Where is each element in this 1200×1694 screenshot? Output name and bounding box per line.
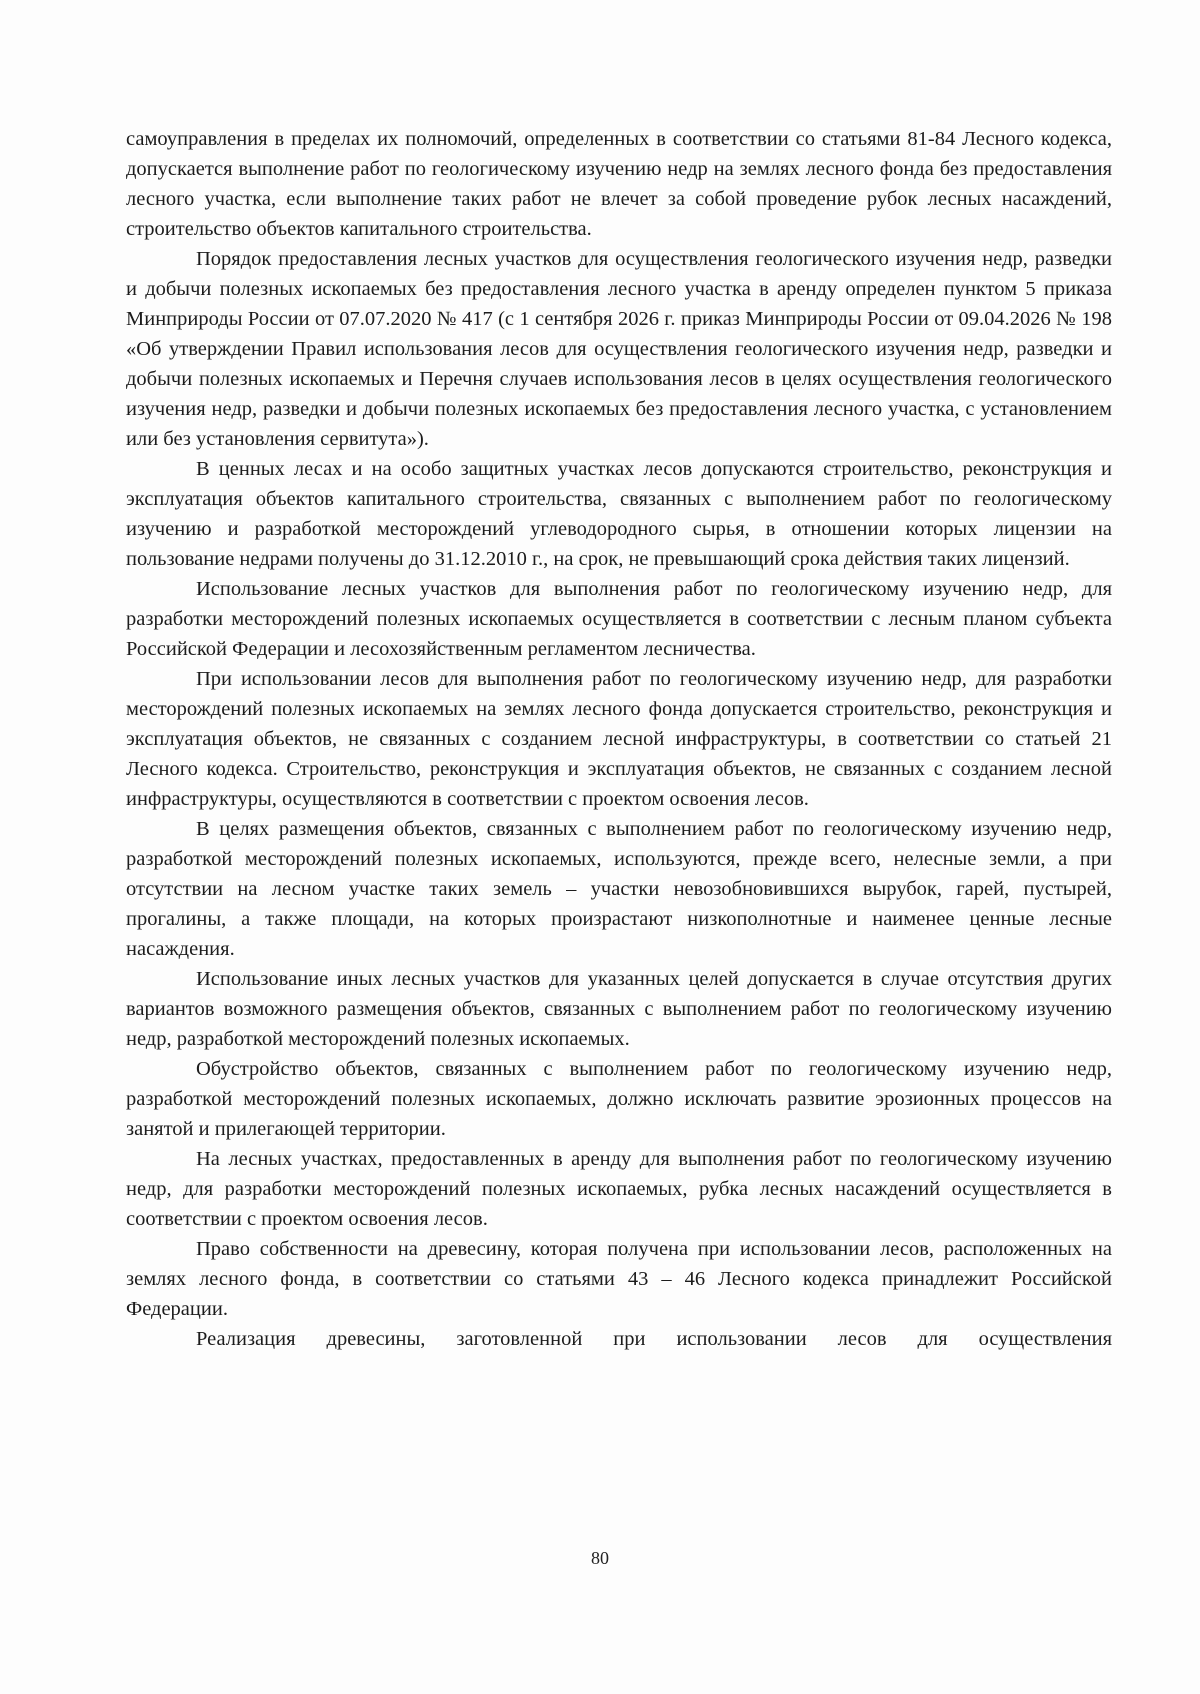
paragraph-last-line: Реализация древесины, заготовленной при использовании лесов для осуществления	[196, 1328, 1112, 1350]
paragraph: Право собственности на древесину, которая получена при использовании лесов, расположенных на землях лесного фонда, в соответствии со статьями 43 – 46 Лесного кодекса принадлежит Российской Федерации.	[126, 1238, 1112, 1320]
paragraph: Обустройство объектов, связанных с выполнением работ по геологическому изучению недр, разработкой месторождений полезных ископаемых, должно исключать развитие эрозионных процессов на занятой и прилегающей территории.	[126, 1058, 1112, 1140]
paragraph: На лесных участках, предоставленных в аренду для выполнения работ по геологическому изучению недр, для разработки месторождений полезных ископаемых, рубка лесных насаждений осуществляется в соответствии с проектом освоения лесов.	[126, 1148, 1112, 1230]
paragraph-continuation: самоуправления в пределах их полномочий, определенных в соответствии со статьями 81-84 Лесного кодекса, допускается выполнение работ по геологическому изучению недр на землях лесного фонда без предоставления лесного участка, если выполнение таких работ не влечет за собой проведение рубок лесных насаждений, строительство объектов капитального строительства.	[126, 128, 1112, 240]
paragraph: При использовании лесов для выполнения работ по геологическому изучению недр, для разработки месторождений полезных ископаемых на землях лесного фонда допускается строительство, реконструкция и эксплуатация объектов, не связанных с созданием лесной инфраструктуры, в соответствии со статьей 21 Лесного кодекса. Строительство, реконструкция и эксплуатация объектов, не связанных с созданием лесной инфраструктуры, осуществляются в соответствии с проектом освоения лесов.	[126, 668, 1112, 810]
document-body	[126, 124, 1112, 1354]
paragraph: В ценных лесах и на особо защитных участках лесов допускаются строительство, реконструкция и эксплуатация объектов капитального строительства, связанных с выполнением работ по геологическому изучению и разработкой месторождений углеводородного сырья, в отношении которых лицензии на пользование недрами получены до 31.12.2010 г., на срок, не превышающий срока действия таких лицензий.	[126, 458, 1112, 570]
page-number: 80	[591, 1548, 609, 1568]
paragraph: Использование иных лесных участков для указанных целей допускается в случае отсутствия других вариантов возможного размещения объектов, связанных с выполнением работ по геологическому изучению недр, разработкой месторождений полезных ископаемых.	[126, 968, 1112, 1050]
paragraph: В целях размещения объектов, связанных с выполнением работ по геологическому изучению недр, разработкой месторождений полезных ископаемых, используются, прежде всего, нелесные земли, а при отсутствии на лесном участке таких земель – участки невозобновившихся вырубок, гарей, пустырей, прогалины, а также площади, на которых произрастают низкополнотные и наименее ценные лесные насаждения.	[126, 818, 1112, 960]
paragraph: Использование лесных участков для выполнения работ по геологическому изучению недр, для разработки месторождений полезных ископаемых осуществляется в соответствии с лесным планом субъекта Российской Федерации и лесохозяйственным регламентом лесничества.	[126, 578, 1112, 660]
paragraph: Порядок предоставления лесных участков для осуществления геологического изучения недр, разведки и добычи полезных ископаемых без предоставления лесного участка в аренду определен пунктом 5 приказа Минприроды России от 07.07.2020 № 417 (с 1 сентября 2026 г. приказ Минприроды России от 09.04.2026 № 198 «Об утверждении Правил использования лесов для осуществления геологического изучения недр, разведки и добычи полезных ископаемых и Перечня случаев использования лесов в целях осуществления геологического изучения недр, разведки и добычи полезных ископаемых без предоставления лесного участка, с установлением или без установления сервитута»).	[126, 248, 1112, 450]
